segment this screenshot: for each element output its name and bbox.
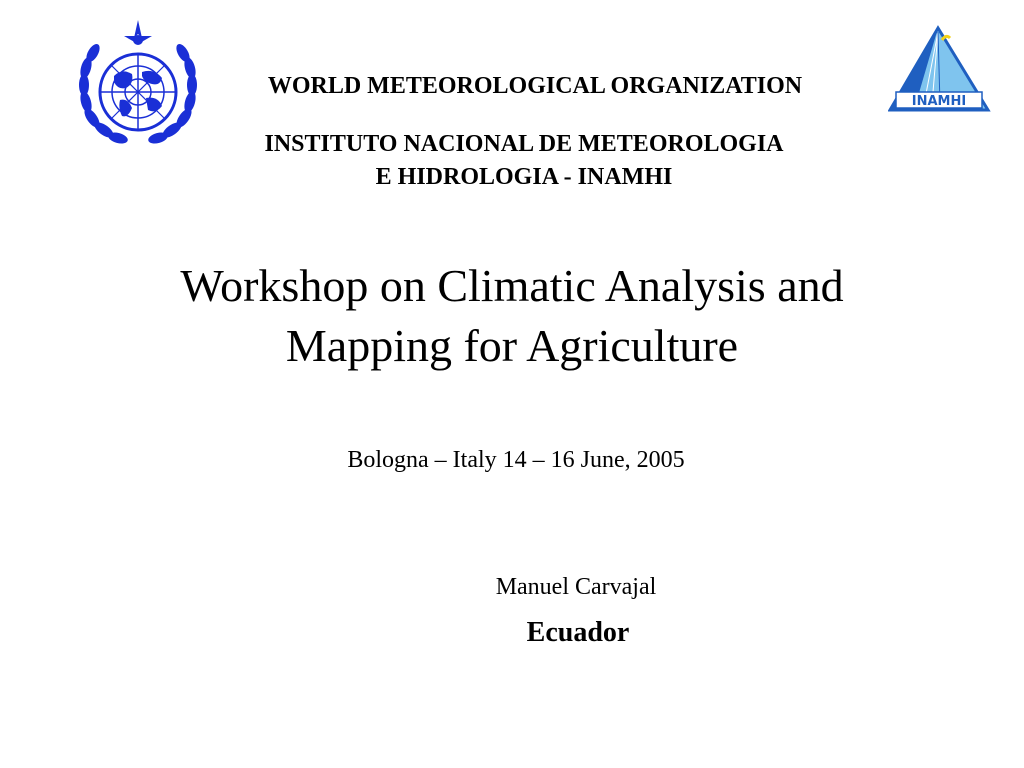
inamhi-logo-icon [888, 24, 992, 114]
inamhi-org-name-line1: INSTITUTO NACIONAL DE METEOROLOGIA [264, 131, 784, 157]
inamhi-logo-text: INAMHI [911, 94, 967, 109]
workshop-title-line2: Mapping for Agriculture [285, 320, 739, 371]
event-location-date: Bologna – Italy 14 – 16 June, 2005 [347, 447, 685, 473]
author-name: Manuel Carvajal [495, 574, 657, 600]
inamhi-org-name-line2: E HIDROLOGIA - INAMHI [375, 164, 673, 190]
workshop-title-line1: Workshop on Climatic Analysis and [180, 260, 844, 311]
author-country: Ecuador [526, 617, 630, 648]
wmo-org-name: WORLD METEOROLOGICAL ORGANIZATION [267, 73, 803, 99]
wmo-emblem-icon [78, 18, 198, 148]
